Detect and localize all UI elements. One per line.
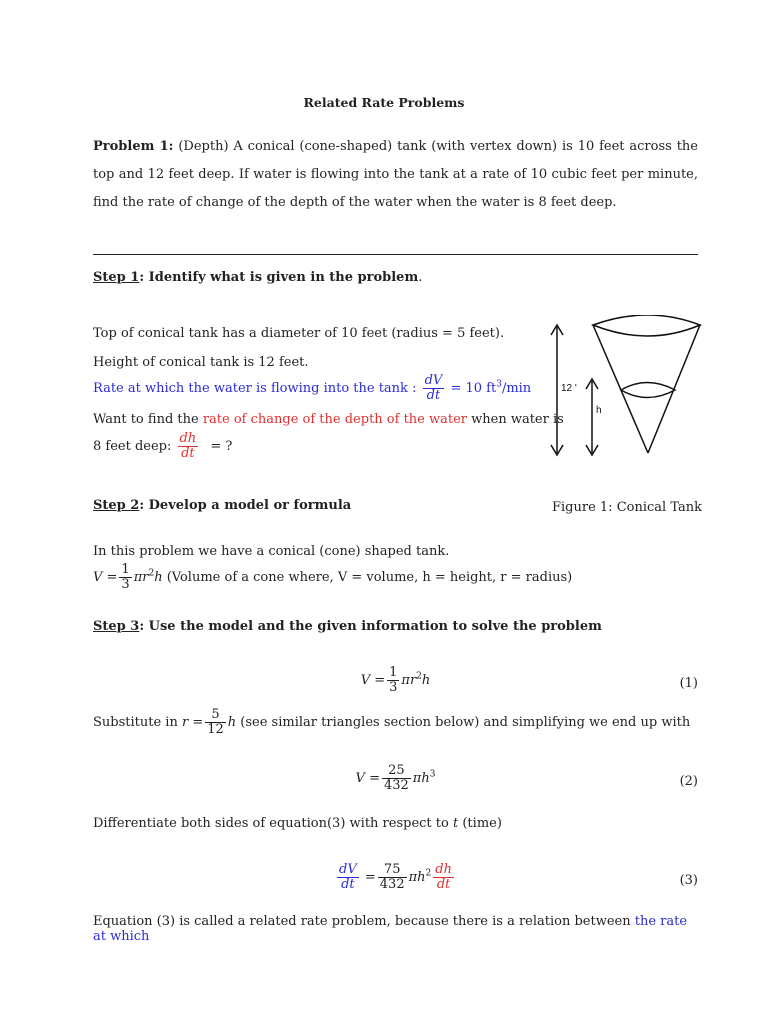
problem-statement: Problem 1: (Depth) A conical (cone-shaped) tank (with vertex down) is 10 feet across the top and 12 feet deep. If water is flowing into the tank at a rate of 10 cubic feet per minute, find the rate of change of the depth of the water when the water is 8 feet deep. — [93, 139, 698, 210]
equation-3: $\frac{dV}{dt}$ = $\frac{75}{432}$ $\pi h^2$ $\frac{dh}{dt}$ — [339, 862, 452, 892]
given-rate: Rate at which the water is flowing into the tank : $\frac{dV}{dt}$ = 10 $ft^3/\min$ — [93, 373, 532, 403]
equation-1: V = $\frac{1}{3}$ $\pi r^2h$ — [360, 665, 431, 695]
problem-text: (Depth) A conical (cone-shaped) tank (with vertex down) is 10 feet across the top and 12 feet deep. If water is flowing into the tank at a rate of 10 cubic feet per minute, find the rate of change of the depth of the water when the water is 8 feet deep. — [93, 139, 698, 210]
cone-volume-formula: V = $\frac{1}{3}$ $\pi r^2h$ (Volume of a cone where, V = volume, h = height, r = radius) — [93, 562, 573, 592]
given-rate-value: = 10 ft — [450, 381, 497, 396]
last-line: Equation (3) is called a related rate problem, because there is a relation between the rate at which — [93, 914, 688, 944]
step3-heading: Step 3: Use the model and the given information to solve the problem — [93, 619, 602, 634]
dv-dt-fraction: $\frac{dV}{dt}$ — [424, 373, 443, 403]
dh-dt-fraction: $\frac{dh}{dt}$ — [179, 431, 197, 461]
substitution-line: Substitute in r = $\frac{5}{12}$ h (see similar triangles section below) and simplifying we end up with — [93, 707, 691, 737]
label-12ft: 12 ' — [561, 383, 577, 394]
step3-title: Use the model and the given information to solve the problem — [148, 619, 602, 634]
step2-label: Step 2 — [93, 498, 140, 513]
step2-line1: In this problem we have a conical (cone) shaped tank. — [93, 544, 450, 559]
given-rate-prefix: Rate at which the water is flowing into the tank : — [93, 381, 417, 396]
step1-heading: Step 1: Identify what is given in the problem. — [93, 270, 423, 285]
label-h: h — [596, 405, 602, 416]
cone-left-side — [593, 325, 648, 453]
problem-label: Problem 1 — [93, 139, 169, 154]
step1-label: Step 1 — [93, 270, 140, 285]
want-line: Want to find the rate of change of the depth of the water when water is — [93, 412, 564, 427]
figure-caption: Figure 1: Conical Tank — [552, 500, 702, 515]
want-line-2: 8 feet deep: $\frac{dh}{dt}$ = ? — [93, 431, 233, 461]
given-height: Height of conical tank is 12 feet. — [93, 355, 309, 370]
water-surface — [621, 383, 675, 398]
divider — [93, 254, 698, 255]
step2-heading: Step 2: Develop a model or formula — [93, 498, 352, 513]
last-line-highlight: the rate at which — [93, 914, 688, 944]
equation-2-number: (2) — [679, 774, 698, 789]
formula-description: (Volume of a cone where, V = volume, h = height, r = radius) — [166, 570, 573, 585]
conical-tank-figure — [545, 315, 705, 460]
page-title: Related Rate Problems — [303, 95, 465, 110]
step3-label: Step 3 — [93, 619, 140, 634]
given-radius: Top of conical tank has a diameter of 10 feet (radius = 5 feet). — [93, 326, 505, 341]
step1-title: Identify what is given in the problem — [148, 270, 419, 285]
cone-top — [593, 315, 700, 336]
equation-1-number: (1) — [679, 676, 698, 691]
equation-3-number: (3) — [679, 873, 698, 888]
differentiate-line: Differentiate both sides of equation(3) with respect to t (time) — [93, 816, 502, 831]
equation-2: V = $\frac{25}{432}$ $\pi h^3$ — [355, 763, 436, 793]
step2-title: Develop a model or formula — [148, 498, 352, 513]
want-highlight: rate of change of the depth of the water — [202, 412, 467, 427]
